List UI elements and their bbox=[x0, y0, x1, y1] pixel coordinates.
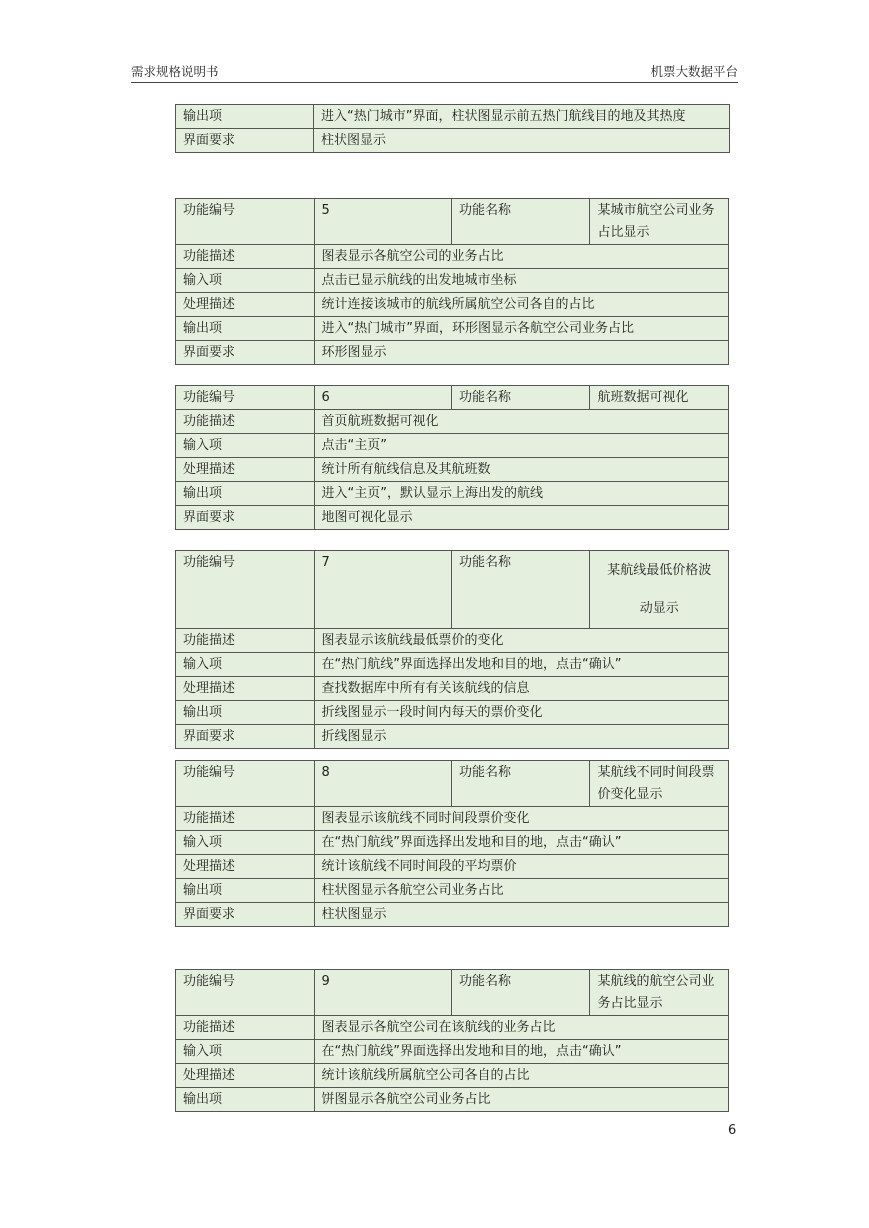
func-name-value: 某航线不同时间段票价变化显示 bbox=[590, 761, 729, 807]
input-value: 在“热门航线”界面选择出发地和目的地，点击“确认” bbox=[314, 1040, 729, 1064]
func-id-value: 7 bbox=[314, 551, 451, 629]
func-name-value: 某航线的航空公司业务占比显示 bbox=[590, 970, 729, 1016]
row-label-func-id: 功能编号 bbox=[176, 970, 315, 1016]
output-value: 进入“热门城市”界面，柱状图显示前五热门航线目的地及其热度 bbox=[314, 105, 730, 129]
func-id-value: 6 bbox=[314, 386, 451, 410]
spec-table-4-continued bbox=[175, 104, 730, 153]
row-label-output: 输出项 bbox=[176, 317, 315, 341]
func-name-line-1: 某航线最低价格波 bbox=[607, 563, 712, 578]
row-label-process: 处理描述 bbox=[176, 677, 315, 701]
process-value: 统计连接该城市的航线所属航空公司各自的占比 bbox=[314, 293, 729, 317]
row-label-func-desc: 功能描述 bbox=[176, 245, 315, 269]
row-label-func-id: 功能编号 bbox=[176, 761, 315, 807]
table-row bbox=[176, 761, 729, 807]
table-row bbox=[176, 701, 729, 725]
func-id-value: 8 bbox=[314, 761, 451, 807]
func-name-value bbox=[590, 551, 729, 629]
process-value: 查找数据库中所有有关该航线的信息 bbox=[314, 677, 729, 701]
table-row bbox=[176, 855, 729, 879]
func-desc-value: 图表显示各航空公司的业务占比 bbox=[314, 245, 729, 269]
table-row bbox=[176, 105, 730, 129]
row-label-input: 输入项 bbox=[176, 831, 315, 855]
row-label-func-name: 功能名称 bbox=[451, 551, 590, 629]
row-label-input: 输入项 bbox=[176, 653, 315, 677]
func-name-value: 某城市航空公司业务占比显示 bbox=[590, 199, 729, 245]
row-label-input: 输入项 bbox=[176, 269, 315, 293]
row-label-ui-req: 界面要求 bbox=[176, 341, 315, 365]
output-value: 进入“热门城市”界面，环形图显示各航空公司业务占比 bbox=[314, 317, 729, 341]
page-number: 6 bbox=[728, 1123, 737, 1138]
table-row bbox=[176, 341, 729, 365]
output-value: 进入“主页”，默认显示上海出发的航线 bbox=[314, 482, 729, 506]
input-value: 在“热门航线”界面选择出发地和目的地，点击“确认” bbox=[314, 653, 729, 677]
row-label-func-name: 功能名称 bbox=[451, 386, 590, 410]
table-row bbox=[176, 677, 729, 701]
spec-table-8 bbox=[175, 760, 729, 927]
row-label-func-desc: 功能描述 bbox=[176, 807, 315, 831]
row-label-func-desc: 功能描述 bbox=[176, 629, 315, 653]
row-label-func-id: 功能编号 bbox=[176, 199, 315, 245]
row-label-process: 处理描述 bbox=[176, 1064, 315, 1088]
table-row bbox=[176, 410, 729, 434]
row-label-func-name: 功能名称 bbox=[451, 199, 590, 245]
ui-req-value: 柱状图显示 bbox=[314, 129, 730, 153]
process-value: 统计该航线不同时间段的平均票价 bbox=[314, 855, 729, 879]
row-label-output: 输出项 bbox=[176, 105, 314, 129]
input-value: 点击已显示航线的出发地城市坐标 bbox=[314, 269, 729, 293]
process-value: 统计该航线所属航空公司各自的占比 bbox=[314, 1064, 729, 1088]
table-row bbox=[176, 1016, 729, 1040]
input-value: 在“热门航线”界面选择出发地和目的地，点击“确认” bbox=[314, 831, 729, 855]
func-id-value: 5 bbox=[314, 199, 451, 245]
table-row bbox=[176, 1040, 729, 1064]
ui-req-value: 环形图显示 bbox=[314, 341, 729, 365]
row-label-output: 输出项 bbox=[176, 1088, 315, 1112]
table-row bbox=[176, 551, 729, 629]
row-label-ui-req: 界面要求 bbox=[176, 506, 315, 530]
row-label-process: 处理描述 bbox=[176, 293, 315, 317]
ui-req-value: 折线图显示 bbox=[314, 725, 729, 749]
table-row bbox=[176, 725, 729, 749]
table-row bbox=[176, 269, 729, 293]
row-label-func-id: 功能编号 bbox=[176, 386, 315, 410]
table-row bbox=[176, 903, 729, 927]
row-label-input: 输入项 bbox=[176, 1040, 315, 1064]
table-row bbox=[176, 970, 729, 1016]
row-label-output: 输出项 bbox=[176, 701, 315, 725]
input-value: 点击“主页” bbox=[314, 434, 729, 458]
table-row bbox=[176, 434, 729, 458]
row-label-ui-req: 界面要求 bbox=[176, 129, 314, 153]
row-label-ui-req: 界面要求 bbox=[176, 903, 315, 927]
output-value: 折线图显示一段时间内每天的票价变化 bbox=[314, 701, 729, 725]
func-desc-value: 图表显示该航线最低票价的变化 bbox=[314, 629, 729, 653]
table-row bbox=[176, 506, 729, 530]
project-title: 机票大数据平台 bbox=[650, 64, 738, 79]
document-title: 需求规格说明书 bbox=[131, 64, 219, 79]
spec-table-7 bbox=[175, 550, 729, 749]
row-label-process: 处理描述 bbox=[176, 855, 315, 879]
table-row bbox=[176, 482, 729, 506]
func-id-value: 9 bbox=[314, 970, 451, 1016]
table-row bbox=[176, 317, 729, 341]
table-row bbox=[176, 386, 729, 410]
table-row bbox=[176, 293, 729, 317]
ui-req-value: 地图可视化显示 bbox=[314, 506, 729, 530]
row-label-output: 输出项 bbox=[176, 482, 315, 506]
ui-req-value: 柱状图显示 bbox=[314, 903, 729, 927]
spec-table-5 bbox=[175, 198, 729, 365]
row-label-output: 输出项 bbox=[176, 879, 315, 903]
table-row bbox=[176, 807, 729, 831]
table-row bbox=[176, 129, 730, 153]
row-label-ui-req: 界面要求 bbox=[176, 725, 315, 749]
table-row bbox=[176, 831, 729, 855]
table-row bbox=[176, 653, 729, 677]
func-desc-value: 图表显示各航空公司在该航线的业务占比 bbox=[314, 1016, 729, 1040]
func-desc-value: 首页航班数据可视化 bbox=[314, 410, 729, 434]
row-label-func-name: 功能名称 bbox=[451, 761, 590, 807]
table-row bbox=[176, 458, 729, 482]
func-desc-value: 图表显示该航线不同时间段票价变化 bbox=[314, 807, 729, 831]
page-header bbox=[131, 60, 738, 83]
row-label-input: 输入项 bbox=[176, 434, 315, 458]
func-name-value: 航班数据可视化 bbox=[590, 386, 729, 410]
table-row bbox=[176, 1088, 729, 1112]
table-row bbox=[176, 245, 729, 269]
spec-table-9 bbox=[175, 969, 729, 1112]
func-name-line-2: 动显示 bbox=[639, 601, 679, 616]
row-label-func-desc: 功能描述 bbox=[176, 410, 315, 434]
table-row bbox=[176, 199, 729, 245]
output-value: 饼图显示各航空公司业务占比 bbox=[314, 1088, 729, 1112]
row-label-func-desc: 功能描述 bbox=[176, 1016, 315, 1040]
row-label-func-id: 功能编号 bbox=[176, 551, 315, 629]
process-value: 统计所有航线信息及其航班数 bbox=[314, 458, 729, 482]
table-row bbox=[176, 1064, 729, 1088]
table-row bbox=[176, 629, 729, 653]
spec-table-6 bbox=[175, 385, 729, 530]
row-label-func-name: 功能名称 bbox=[451, 970, 590, 1016]
output-value: 柱状图显示各航空公司业务占比 bbox=[314, 879, 729, 903]
table-row bbox=[176, 879, 729, 903]
row-label-process: 处理描述 bbox=[176, 458, 315, 482]
